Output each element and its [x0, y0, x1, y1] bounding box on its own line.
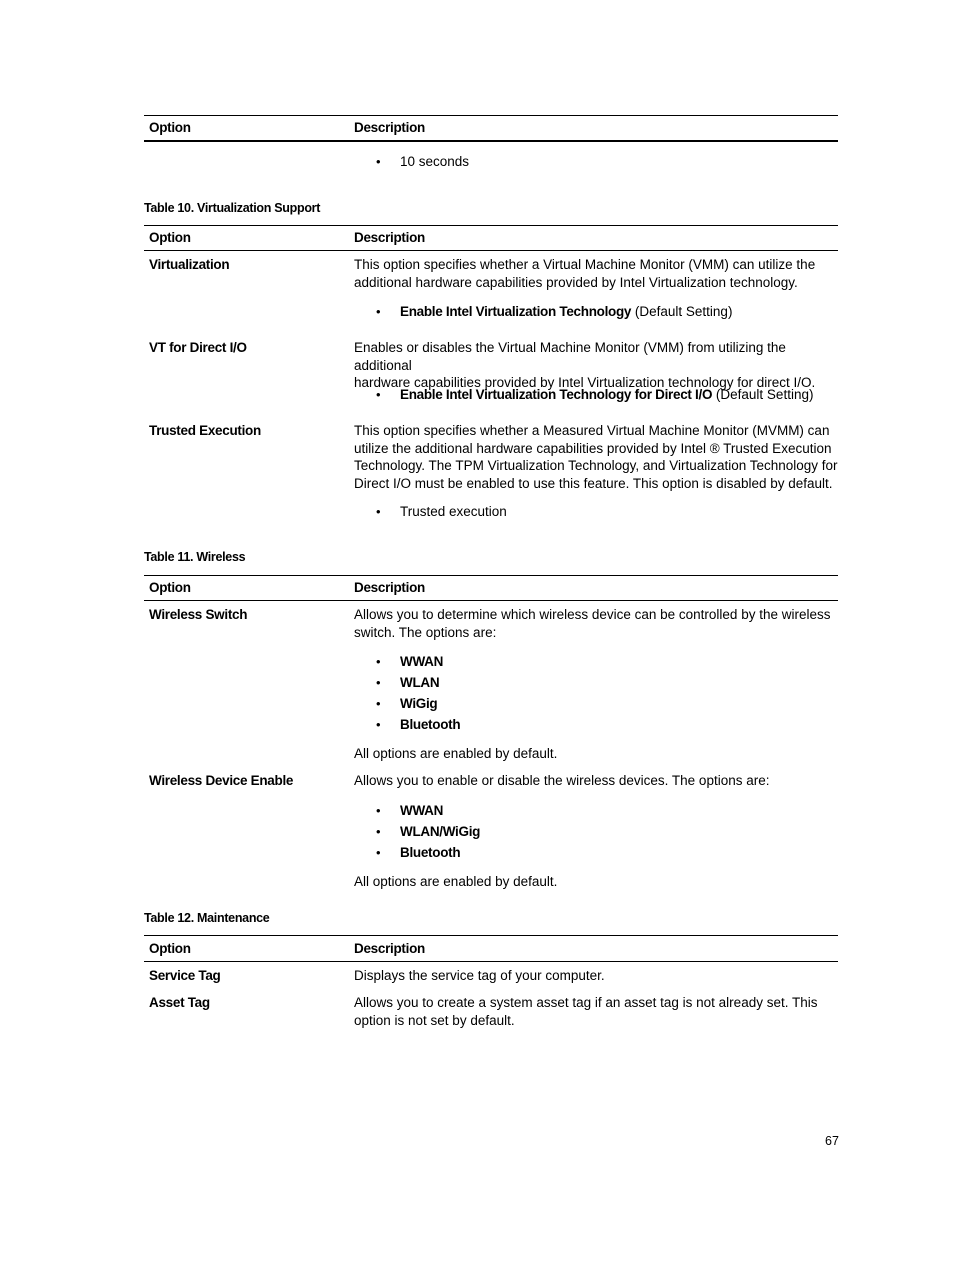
bullet-bold: Enable Intel Virtualization Technology for Direct I/O	[400, 387, 713, 402]
header-rule	[144, 140, 838, 142]
bullet-glyph: •	[376, 803, 381, 818]
header-description: Description	[354, 230, 425, 245]
description	[354, 339, 838, 392]
table-caption: Table 10. Virtualization Support	[144, 201, 321, 215]
bullet-rest: (Default Setting)	[712, 387, 814, 402]
description	[354, 994, 838, 1029]
bullet-item: WLAN/WiGig	[400, 824, 481, 839]
bullet-glyph: •	[376, 387, 381, 402]
description	[354, 422, 838, 492]
header-rule	[144, 961, 838, 962]
bullet-bold: Enable Intel Virtualization Technology	[400, 304, 632, 319]
header-rule	[144, 600, 838, 601]
option-asset-tag: Asset Tag	[149, 995, 210, 1010]
option-virtualization: Virtualization	[149, 257, 230, 272]
table-top-rule	[144, 225, 838, 226]
desc-line: hardware capabilities provided by Intel Virtualization technology for direct I/O.	[354, 375, 816, 390]
bullet-item: WWAN	[400, 803, 444, 818]
header-description: Description	[354, 580, 425, 595]
bullet-glyph: •	[376, 824, 381, 839]
description	[354, 606, 838, 641]
desc-line: Direct I/O must be enabled to use this feature. This option is disabled by default.	[354, 475, 833, 491]
row-footer: All options are enabled by default.	[354, 874, 558, 889]
bullet-item: Trusted execution	[400, 504, 507, 519]
description	[354, 967, 838, 985]
bullet-glyph: •	[376, 845, 381, 860]
bullet-item	[400, 387, 813, 402]
option-vt-direct-io: VT for Direct I/O	[149, 340, 247, 355]
bullet-glyph: •	[376, 717, 381, 732]
row-footer: All options are enabled by default.	[354, 746, 558, 761]
header-description: Description	[354, 941, 425, 956]
header-option: Option	[149, 941, 191, 956]
header-option: Option	[149, 580, 191, 595]
desc-line: Technology. The TPM Virtualization Technology, and Virtualization Technology for	[354, 458, 838, 473]
bullet-item: 10 seconds	[400, 154, 470, 169]
option-trusted-execution: Trusted Execution	[149, 423, 261, 438]
desc-line: Allows you to determine which wireless device can be controlled by the wireless	[354, 607, 831, 622]
bullet-glyph: •	[376, 154, 381, 169]
desc-line: This option specifies whether a Virtual Machine Monitor (VMM) can utilize the	[354, 257, 816, 272]
bullet-item: Bluetooth	[400, 717, 461, 732]
bullet-item: Bluetooth	[400, 845, 461, 860]
bullet-item: WLAN	[400, 675, 440, 690]
desc-line: option is not set by default.	[354, 1012, 515, 1028]
desc-line: This option specifies whether a Measured Virtual Machine Monitor (MVMM) can	[354, 423, 830, 438]
desc-line: switch. The options are:	[354, 624, 497, 640]
bullet-item: WWAN	[400, 654, 444, 669]
option-wireless-switch: Wireless Switch	[149, 607, 248, 622]
desc-line: utilize the additional hardware capabilities provided by Intel ® Trusted Execution	[354, 440, 832, 456]
description	[354, 772, 838, 790]
bullet-item: WiGig	[400, 696, 438, 711]
table-top-rule	[144, 575, 838, 576]
bullet-item	[400, 304, 732, 319]
desc-line: Allows you to create a system asset tag if an asset tag is not already set. This	[354, 995, 818, 1010]
header-option: Option	[149, 120, 191, 135]
description	[354, 256, 838, 291]
header-description: Description	[354, 120, 425, 135]
bullet-glyph: •	[376, 696, 381, 711]
table-caption: Table 12. Maintenance	[144, 911, 270, 925]
desc-line: Displays the service tag of your computer.	[354, 968, 605, 983]
table-top-rule	[144, 115, 838, 116]
table-top-rule	[144, 935, 838, 936]
bullet-glyph: •	[376, 654, 381, 669]
desc-line: Allows you to enable or disable the wireless devices. The options are:	[354, 773, 770, 788]
page-number: 67	[825, 1134, 839, 1148]
bullet-rest: (Default Setting)	[631, 304, 733, 319]
header-rule	[144, 250, 838, 251]
desc-line: Enables or disables the Virtual Machine Monitor (VMM) from utilizing the additional	[354, 340, 786, 373]
option-service-tag: Service Tag	[149, 968, 221, 983]
table-caption: Table 11. Wireless	[144, 550, 246, 564]
bullet-glyph: •	[376, 504, 381, 519]
option-wireless-device-enable: Wireless Device Enable	[149, 773, 294, 788]
bullet-glyph: •	[376, 675, 381, 690]
desc-line: additional hardware capabilities provided by Intel Virtualization technology.	[354, 274, 798, 290]
bullet-glyph: •	[376, 304, 381, 319]
header-option: Option	[149, 230, 191, 245]
